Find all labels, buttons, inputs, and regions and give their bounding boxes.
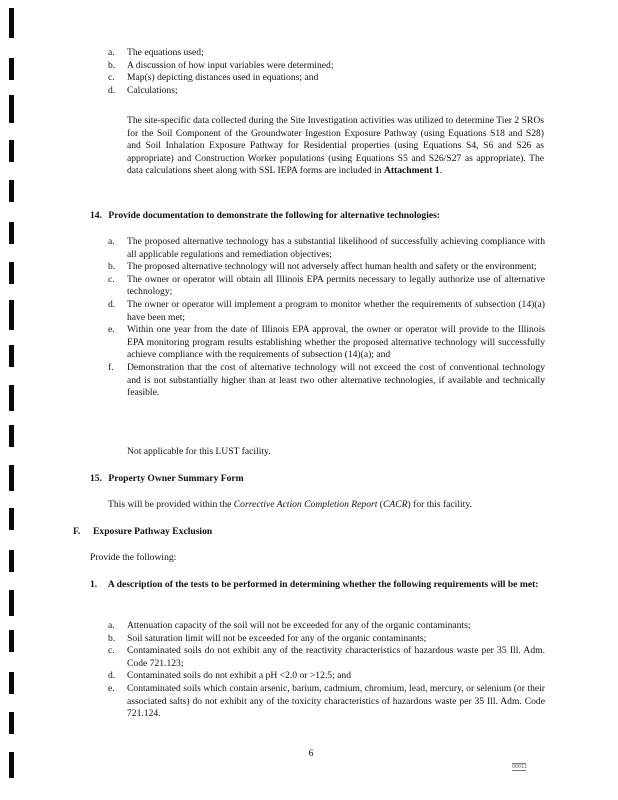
section-f-item-1-number: 1. <box>90 579 98 590</box>
list-item-label: d. <box>108 298 116 310</box>
list-item <box>108 274 545 299</box>
list-item-text: A discussion of how input variables were determined; <box>127 59 334 71</box>
list-item-text: Contaminated soils which contain arsenic, barium, cadmium, chromium, lead, mercury, or selenium (or their associated salts) do not exhibit any of the toxicity characteristics of hazardous waste per 35 Ill. Adm. Code 721.124. <box>127 682 545 720</box>
section-14-heading <box>90 210 550 223</box>
top-list <box>108 47 548 97</box>
section-f-letter: F. <box>73 526 81 537</box>
binding-mark <box>9 425 14 447</box>
list-item <box>108 324 545 362</box>
section-14-list <box>108 236 545 400</box>
section-15-text-middle: ( <box>377 499 383 510</box>
section-f-item-1-title: A description of the tests to be performed in determining whether the following requirements will be met: <box>107 579 539 590</box>
binding-mark <box>9 385 14 411</box>
list-item-text: The equations used; <box>127 47 204 58</box>
list-item <box>108 620 545 633</box>
binding-mark <box>9 550 14 572</box>
section-f-intro: Provide the following: <box>90 552 177 563</box>
binding-mark <box>9 630 14 652</box>
page-number: 6 <box>308 748 314 759</box>
list-item-text: Contaminated soils do not exhibit any of the reactivity characteristics of hazardous waste per 35 Ill. Adm. Code 721.123; <box>127 645 545 669</box>
list-item-label: e. <box>108 324 115 336</box>
list-item-label: f. <box>108 361 114 373</box>
section-14-title: Provide documentation to demonstrate the following for alternative technologies: <box>108 210 441 221</box>
list-item <box>108 236 545 261</box>
document-stamp: 00011 <box>512 764 528 770</box>
binding-mark <box>9 222 14 244</box>
binding-mark <box>9 590 14 616</box>
site-data-text: The site-specific data collected during the Site Investigation activities was utilized to determine Tier 2 SROs for the Soil Component of the Groundwater Ingestion Exposure Pathway (using Equations S18 and S28) and Soil Inhalation Exposure Pathway for Residential properties (using Equations S4, S6 and S26 as appropriate) and Construction Worker populations (using Equations S5 and S26/S27 as appropriate). The data calculations sheet along with SSL IEPA forms are included in <box>127 115 544 177</box>
binding-mark <box>9 140 14 162</box>
list-item-text: The proposed alternative technology will not adversely affect human health and safety or the environment; <box>127 261 537 273</box>
list-item <box>108 645 545 670</box>
list-item-text: Attenuation capacity of the soil will not be exceeded for any of the organic contaminants; <box>127 620 471 631</box>
list-item <box>108 683 545 721</box>
list-item-label: b. <box>108 632 116 644</box>
list-item-text: Map(s) depicting distances used in equations; and <box>127 72 319 84</box>
list-item-label: b. <box>108 261 116 273</box>
section-f-list <box>108 620 545 721</box>
binding-mark <box>9 180 14 202</box>
list-item-label: c. <box>108 72 115 84</box>
binding-marks <box>3 0 19 800</box>
binding-mark <box>9 672 14 694</box>
attachment-reference: Attachment 1 <box>383 165 440 177</box>
binding-mark <box>9 752 14 778</box>
list-item-text: The owner or operator will obtain all Illinois EPA permits necessary to legally authorize use of alternative technology; <box>127 273 545 298</box>
list-item-text: Contaminated soils do not exhibit a pH <2.0 or >12.5; and <box>127 670 351 682</box>
list-item <box>108 299 545 324</box>
list-item-text: Within one year from the date of Illinois EPA approval, the owner or operator will provide to the Illinois EPA monitoring program results establishing whether the proposed alternative technology will successfully achieve compliance with the requirements of subsection (14)(a); and <box>127 324 545 361</box>
binding-mark <box>9 262 14 284</box>
section-15-text <box>108 499 472 512</box>
binding-mark <box>9 58 14 80</box>
list-item-label: e. <box>108 682 115 694</box>
list-item-text: Demonstration that the cost of alternative technology will not exceed the cost of conventional technology and is not substantially higher than at least two other alternative technologies, if available and technically feasible. <box>127 361 545 399</box>
list-item-label: d. <box>108 84 116 96</box>
list-item-text: Soil saturation limit will not be exceeded for any of the organic contaminants; <box>127 632 427 644</box>
section-15-number: 15. <box>90 473 102 484</box>
section-14-note: Not applicable for this LUST facility. <box>127 446 271 457</box>
section-15-text-after: ) for this facility. <box>407 499 472 510</box>
report-name: Corrective Action Completion Report <box>233 499 378 510</box>
list-item-label: a. <box>108 236 115 247</box>
binding-mark <box>9 508 14 530</box>
list-item <box>108 633 545 646</box>
list-item <box>108 362 545 400</box>
list-item <box>108 670 545 683</box>
binding-mark <box>9 95 14 123</box>
list-item <box>108 60 548 73</box>
binding-mark <box>9 300 14 330</box>
list-item <box>108 72 548 85</box>
section-f-item-1-heading <box>90 579 545 592</box>
list-item-label: d. <box>108 670 116 682</box>
list-item-label: c. <box>108 645 115 657</box>
list-item-label: a. <box>108 620 115 631</box>
section-15-text-before: This will be provided within the <box>108 499 234 510</box>
binding-mark <box>9 8 14 38</box>
report-abbreviation: CACR <box>383 499 408 510</box>
list-item <box>108 47 548 60</box>
list-item-text: Calculations; <box>127 84 178 96</box>
list-item-text: The proposed alternative technology has a substantial likelihood of successfully achieving compliance with all applicable regulations and remediation objectives; <box>127 236 545 260</box>
section-15-title: Property Owner Summary Form <box>108 473 244 484</box>
list-item <box>108 85 548 98</box>
section-15-heading <box>90 473 244 486</box>
list-item-label: c. <box>108 273 115 285</box>
section-14-number: 14. <box>90 210 102 221</box>
binding-mark <box>9 712 14 734</box>
binding-mark <box>9 345 14 367</box>
site-data-end: . <box>439 165 443 177</box>
list-item <box>108 261 545 274</box>
list-item-label: b. <box>108 59 116 71</box>
binding-mark <box>9 465 14 491</box>
section-f-heading <box>73 526 212 539</box>
list-item-label: a. <box>108 47 115 58</box>
list-item-text: The owner or operator will implement a program to monitor whether the requirements of subsection (14)(a) have been met; <box>127 298 545 323</box>
site-data-paragraph <box>127 115 544 178</box>
section-f-title: Exposure Pathway Exclusion <box>93 526 213 537</box>
